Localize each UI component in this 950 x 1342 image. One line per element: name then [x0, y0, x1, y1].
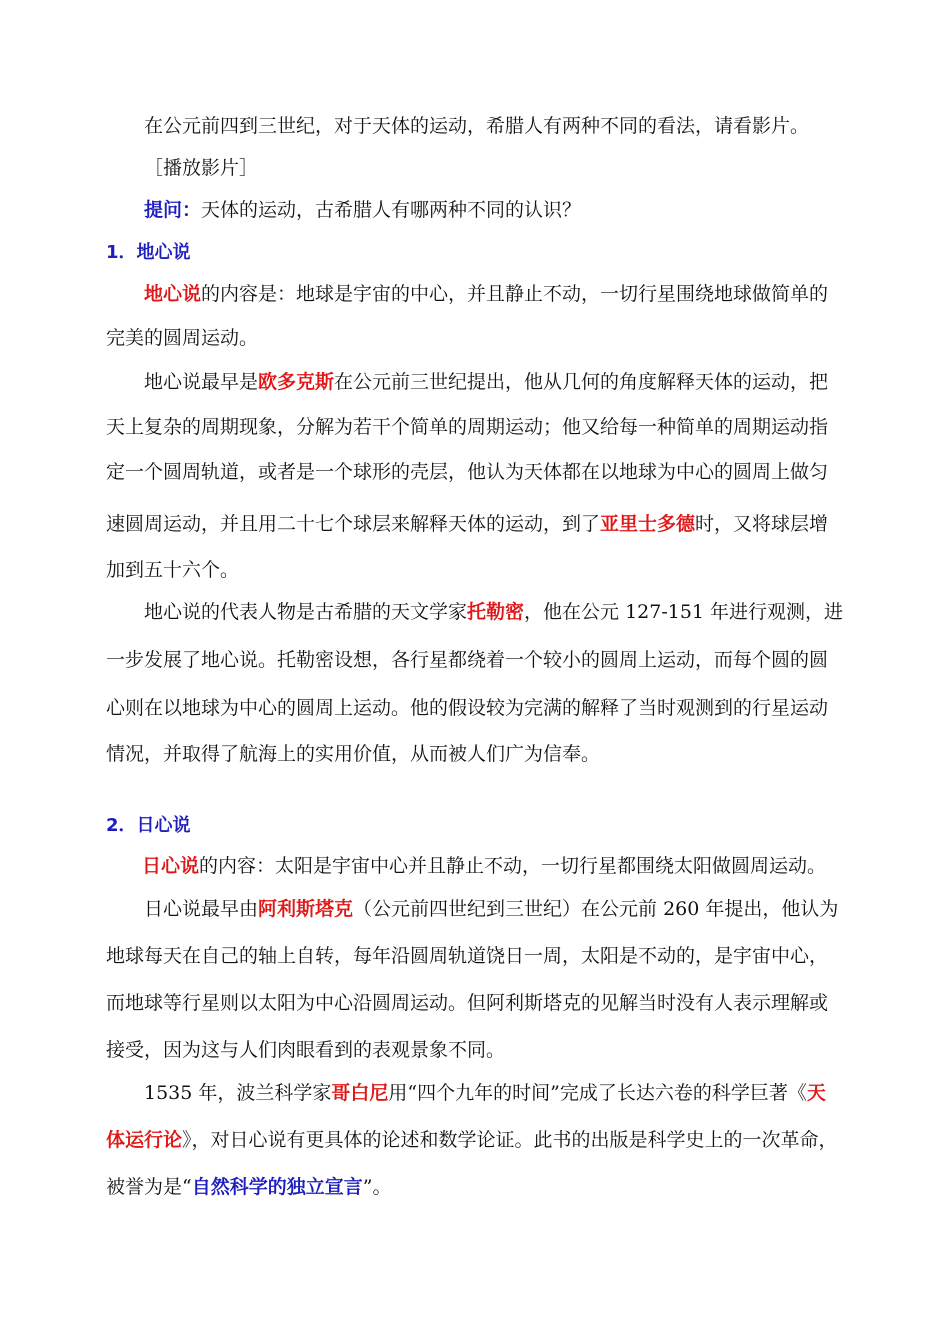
s1-p2-line-1: [0, 368, 950, 396]
paragraph-text: 情况，并取得了航海上的实用价值，从而被人们广为信奉。: [106, 743, 601, 765]
s2-p2-line-4: [0, 1036, 950, 1064]
s1-p2-line-3: [0, 458, 950, 486]
question-text: 天体的运动，古希腊人有哪两种不同的认识？: [201, 199, 582, 221]
name-aristarchus: 阿利斯塔克: [258, 898, 354, 920]
paragraph-text: 》，对日心说有更具体的论述和数学论证。此书的出版是科学史上的一次革命，: [182, 1129, 838, 1151]
question-label: 提问：: [144, 199, 202, 221]
s1-p3-line-2: [0, 646, 950, 674]
s1-p2-line-4: [0, 510, 950, 538]
declaration-quote: 自然科学的独立宣言: [191, 1176, 363, 1198]
paragraph-text: ，他在公元 127-151 年进行观测，进: [524, 601, 844, 623]
paragraph-text: 的内容是：地球是宇宙的中心，并且静止不动，一切行星围绕地球做简单的: [201, 283, 829, 305]
name-eudoxus: 欧多克斯: [258, 371, 335, 393]
book-title-part-1: 天: [806, 1082, 826, 1104]
term-geocentric: 地心说: [144, 283, 202, 305]
s1-p1-line-2: [0, 324, 950, 352]
question-line: [0, 196, 950, 224]
section-2-heading: [0, 811, 950, 840]
s1-p2-line-5: [0, 556, 950, 584]
s2-p2-line-2: [0, 942, 950, 970]
name-copernicus: 哥白尼: [331, 1082, 389, 1104]
paragraph-text: 用“四个九年的时间”完成了长达六卷的科学巨著《: [388, 1082, 807, 1104]
s2-p3-line-2: [0, 1126, 950, 1154]
term-heliocentric: 日心说: [142, 855, 200, 877]
section-1-heading: [0, 238, 950, 267]
paragraph-text: 被誉为是“: [106, 1176, 192, 1198]
paragraph-text: 地球每天在自己的轴上自转，每年沿圆周轨道饶日一周，太阳是不动的，是宇宙中心，: [106, 945, 829, 967]
paragraph-text: 1535 年，波兰科学家: [144, 1082, 332, 1104]
paragraph-text: 时，又将球层增: [695, 513, 829, 535]
paragraph-text: 而地球等行星则以太阳为中心沿圆周运动。但阿利斯塔克的见解当时没有人表示理解或: [106, 992, 829, 1014]
paragraph-text: 日心说最早由: [144, 898, 259, 920]
s1-p2-line-2: [0, 413, 950, 441]
s2-p2-line-1: [0, 895, 950, 923]
paragraph-text: 心则在以地球为中心的圆周上运动。他的假设较为完满的解释了当时观测到的行星运动: [106, 697, 829, 719]
paragraph-text: 速圆周运动，并且用二十七个球层来解释天体的运动，到了: [106, 513, 601, 535]
paragraph-text: 定一个圆周轨道，或者是一个球形的壳层，他认为天体都在以地球为中心的圆周上做匀: [106, 461, 829, 483]
book-title-part-2: 体运行论: [106, 1129, 183, 1151]
s1-p3-line-4: [0, 740, 950, 768]
paragraph-text: （公元前四世纪到三世纪）在公元前 260 年提出，他认为: [353, 898, 839, 920]
paragraph-text: ”。: [362, 1176, 392, 1198]
section-heading: 1．地心说: [106, 242, 191, 263]
intro-line-1: [0, 112, 950, 140]
paragraph-text: 的内容：太阳是宇宙中心并且静止不动，一切行星都围绕太阳做圆周运动。: [199, 855, 827, 877]
paragraph-text: 天上复杂的周期现象，分解为若干个简单的周期运动；他又给每一种简单的周期运动指: [106, 416, 829, 438]
s1-p3-line-1: [0, 598, 950, 626]
intro-text: 在公元前四到三世纪，对于天体的运动，希腊人有两种不同的看法，请看影片。: [144, 115, 810, 137]
s2-p3-line-1: [0, 1079, 950, 1107]
name-aristotle: 亚里士多德: [600, 513, 696, 535]
intro-line-2: [0, 154, 950, 182]
section-heading: 2．日心说: [106, 815, 191, 836]
paragraph-text: 在公元前三世纪提出，他从几何的角度解释天体的运动，把: [334, 371, 829, 393]
s1-p1-line-1: [0, 280, 950, 308]
paragraph-text: 完美的圆周运动。: [106, 327, 259, 349]
s2-p1-line-1: [0, 852, 950, 880]
play-video-note: ［播放影片］: [144, 157, 259, 179]
s1-p3-line-3: [0, 694, 950, 722]
paragraph-text: 加到五十六个。: [106, 559, 240, 581]
name-ptolemy: 托勒密: [467, 601, 525, 623]
s2-p2-line-3: [0, 989, 950, 1017]
paragraph-text: 一步发展了地心说。托勒密设想，各行星都绕着一个较小的圆周上运动，而每个圆的圆: [106, 649, 829, 671]
paragraph-text: 地心说最早是: [144, 371, 259, 393]
s2-p3-line-3: [0, 1173, 950, 1201]
paragraph-text: 地心说的代表人物是古希腊的天文学家: [144, 601, 468, 623]
paragraph-text: 接受，因为这与人们肉眼看到的表观景象不同。: [106, 1039, 506, 1061]
